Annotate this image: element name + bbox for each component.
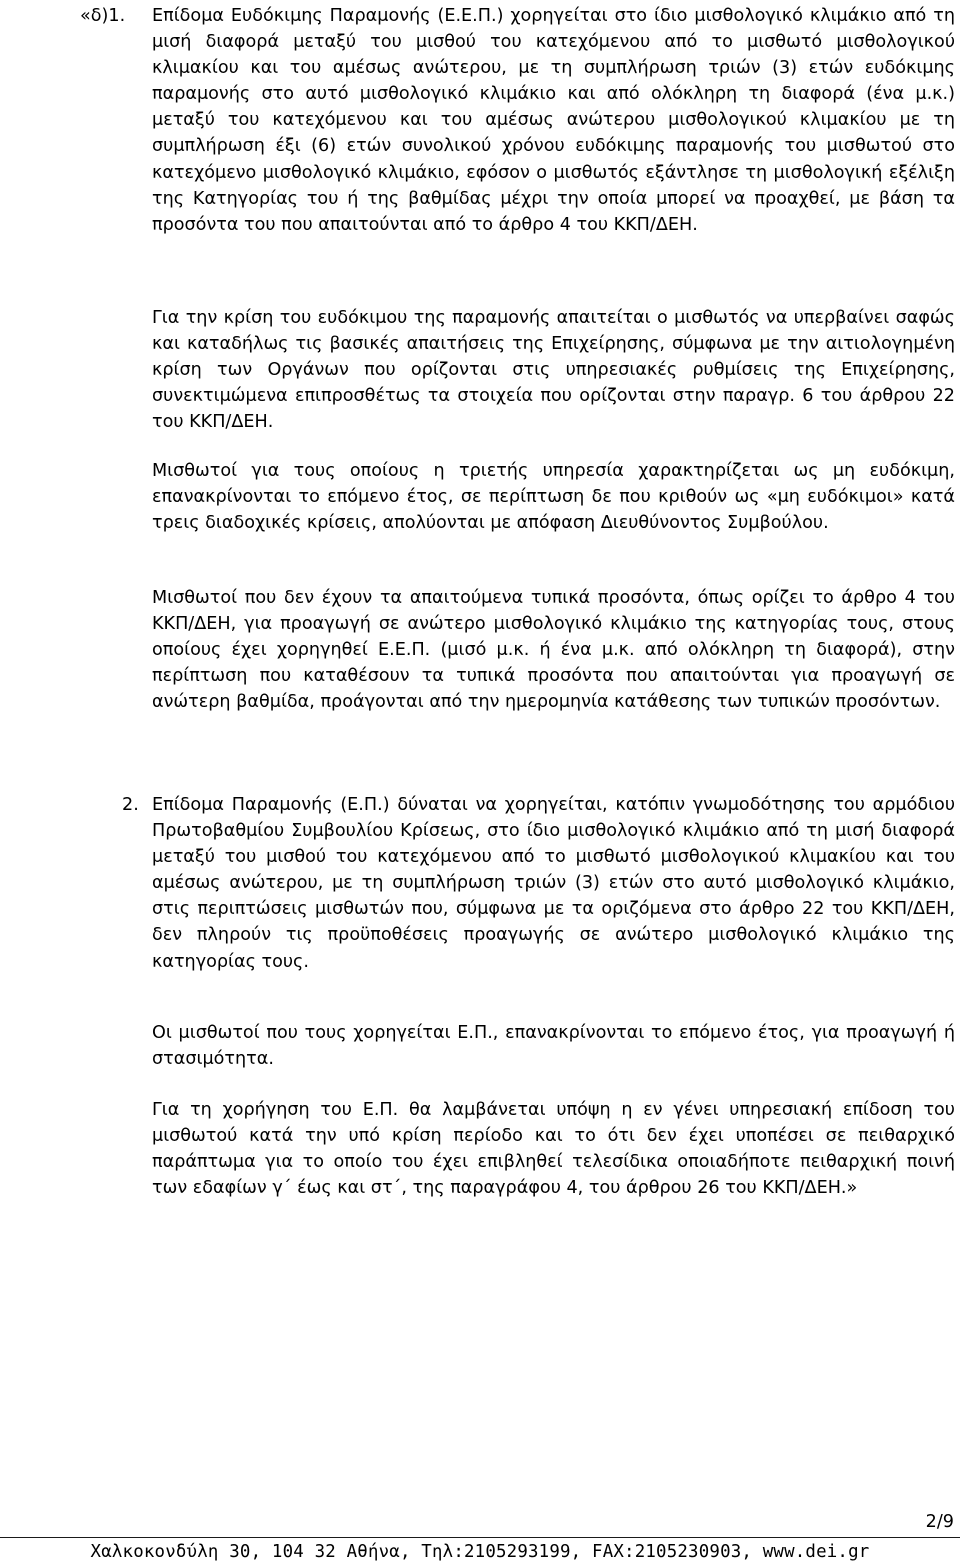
paragraph-ep-definition: Επίδομα Παραμονής (Ε.Π.) δύναται να χορηγείται, κατόπιν γνωμοδότησης του αρμόδιου Πρωτοβαθμίου Συμβουλίου Κρίσεως, στο ίδιο μισθολογικό κλιμάκιο από τη μισή διαφορά μεταξύ του μισθού του κατεχόμενου από το μισθωτό μισθολογικού κλιμακίου και του αμέσως ανώτερου, με τη συμπλήρωση τριών (3) ετών στο αυτό μισθολογικό κλιμάκιο, στις περιπτώσεις μισθωτών που, σύμφωνα με τα οριζόμενα στο άρθρο 22 του ΚΚΠ/ΔΕΗ, δεν πληρούν τις προϋποθέσεις προαγωγής σε ανώτερο μισθολογικό κλιμάκιο της κατηγορίας τους.: [152, 795, 955, 972]
paragraph-ep-reevaluation: Οι μισθωτοί που τους χορηγείται Ε.Π., επανακρίνονται το επόμενο έτος, για προαγωγή ή στασιμότητα.: [152, 1023, 955, 1070]
paragraph-eep-evaluation: Για την κρίση του ευδόκιμου της παραμονής απαιτείται ο μισθωτός να υπερβαίνει σαφώς και καταδήλως τις βασικές απαιτήσεις της Επιχείρησης, σύμφωνα με την αιτιολογημένη κρίση των Οργάνων που ορίζονται στις υπηρεσιακές ρυθμίσεις της Επιχείρησης, συνεκτιμώμενα επιπροσθέτως τα στοιχεία που ορίζονται στην παραγρ. 6 του άρθρου 22 του ΚΚΠ/ΔΕΗ.: [152, 308, 955, 433]
paragraph-eep-definition: Επίδομα Ευδόκιμης Παραμονής (Ε.Ε.Π.) χορηγείται στο ίδιο μισθολογικό κλιμάκιο από τη μισή διαφορά μεταξύ του μισθού του κατεχόμενου από το μισθωτό μισθολογικού κλιμακίου και του αμέσως ανώτερου, με τη συμπλήρωση τριών (3) ετών ευδόκιμης παραμονής στο αυτό μισθολογικό κλιμάκιο και από ολόκληρη τη διαφορά (ένα μ.κ.) μεταξύ του κατεχόμενου και του αμέσως ανώτερου μισθολογικού κλιμακίου με τη συμπλήρωση έξι (6) ετών συνολικού χρόνου ευδόκιμης παραμονής του μισθωτού στο κατεχόμενο μισθολογικό κλιμάκιο, εφόσον ο μισθωτός εξάντλησε τη μισθολογική εξέλιξη της Κατηγορίας του ή της βαθμίδας μέχρι την οποία μπορεί να προαχθεί, με βάση τα προσόντα του που απαιτούνται από το άρθρο 4 του ΚΚΠ/ΔΕΗ.: [152, 6, 955, 235]
paragraph-non-eligible-employees: Μισθωτοί για τους οποίους η τριετής υπηρεσία χαρακτηρίζεται ως μη ευδόκιμη, επανακρίνονται το επόμενο έτος, σε περίπτωση δε που κριθούν ως «μη ευδόκιμοι» κατά τρεις διαδοχικές κρίσεις, απολύονται με απόφαση Διευθύνοντος Συμβούλου.: [152, 461, 955, 534]
paragraph-qualifications: Μισθωτοί που δεν έχουν τα απαιτούμενα τυπικά προσόντα, όπως ορίζει το άρθρο 4 του ΚΚΠ/ΔΕΗ, για προαγωγή σε ανώτερο μισθολογικό κλιμάκιο της κατηγορίας τους, στους οποίους έχει χορηγηθεί Ε.Ε.Π. (μισό μ.κ. ή ένα μ.κ. από ολόκληρη τη διαφορά), στην περίπτωση που καταθέσουν τα τυπικά προσόντα που απαιτούνται για προαγωγή σε ανώτερη βαθμίδα, προάγονται από την ημερομηνία κατάθεσης των τυπικών προσόντων.: [152, 588, 955, 713]
paragraph-ep-criteria: Για τη χορήγηση του Ε.Π. θα λαμβάνεται υπόψη η εν γένει υπηρεσιακή επίδοση του μισθωτού κατά την υπό κρίση περίοδο και το ότι δεν έχει υποπέσει σε πειθαρχικό παράπτωμα για το οποίο του έχει επιβληθεί τελεσίδικα οποιαδήποτε πειθαρχική ποινή των εδαφίων γ΄ έως και στ΄, της παραγράφου 4, του άρθρου 26 του ΚΚΠ/ΔΕΗ.»: [152, 1100, 955, 1199]
section-d-marker: «δ)1.: [80, 6, 126, 26]
footer-address: Χαλκοκονδύλη 30, 104 32 Αθήνα, Τηλ:2105293199, FAX:2105230903, www.dei.gr: [90, 1542, 870, 1562]
page-number: 2/9: [925, 1512, 954, 1532]
section-2-marker: 2.: [122, 795, 139, 815]
